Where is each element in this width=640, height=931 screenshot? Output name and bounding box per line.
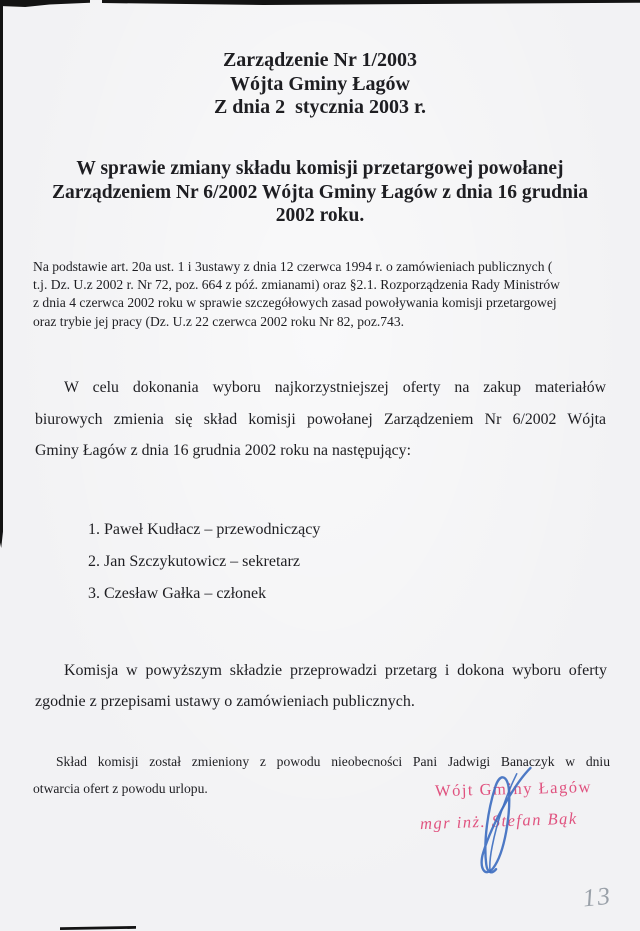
member-item-2: 2. Jan Szczykutowicz – sekretarz [88, 553, 300, 570]
closing-line-1: Komisja w powyższym składzie przeprowadzi przetarg i dokona wyboru oferty [64, 662, 607, 679]
subject-line-3: 2002 roku. [275, 205, 365, 226]
closing-paragraph [35, 655, 607, 717]
closing-line-2: zgodnie z przepisami ustawy o zamówieniach publicznych. [35, 693, 415, 710]
document-title [0, 49, 640, 120]
scan-edge-top-left [0, 0, 90, 7]
legal-line-1: Na podstawie art. 20a ust. 1 i 3ustawy z dnia 12 czerwca 1994 r. o zamówieniach publicznych ( [33, 259, 553, 274]
stamp-title: Wójt Gminy Łagów [434, 777, 593, 801]
body-line-3: Gminy Łagów z dnia 16 grudnia 2002 roku na następujący: [35, 442, 411, 459]
body-line-1: W celu dokonania wyboru najkorzystniejszej oferty na zakup materiałów [64, 379, 606, 396]
pencil-page-number: 13 [581, 882, 614, 913]
subject-line-2: Zarządzeniem Nr 6/2002 Wójta Gminy Łagów z dnia 16 grudnia [51, 181, 589, 203]
body-paragraph [35, 372, 606, 467]
legal-line-2: t.j. Dz. U.z 2002 r. Nr 72, poz. 664 z póź. zmianami) oraz §2.1. Rozporządzenia Rady Ministrów [33, 277, 560, 293]
note-line-1: Skład komisji został zmieniony z powodu nieobecności Pani Jadwigi Banaczyk w dniu [56, 754, 610, 769]
scan-edge-bottom [60, 926, 136, 930]
note-line-2: otwarcia ofert z powodu urlopu. [33, 781, 208, 796]
legal-line-3: z dnia 4 czerwca 2002 roku w sprawie szczegółowych zasad powoływania komisji przetargowej [33, 295, 557, 311]
title-line-3: Z dnia 2 stycznia 2003 r. [213, 96, 427, 118]
legal-line-4: oraz trybie jej pracy (Dz. U.z 22 czerwca 2002 roku Nr 82, poz.743. [33, 313, 405, 329]
title-line-1: Zarządzenie Nr 1/2003 [222, 49, 418, 71]
committee-member-list [88, 514, 320, 610]
member-item-1: 1. Paweł Kudłacz – przewodniczący [88, 521, 321, 538]
title-line-2: Wójta Gminy Łagów [230, 72, 410, 95]
subject-heading [40, 157, 600, 228]
subject-line-1: W sprawie zmiany składu komisji przetargowej powołanej [76, 158, 564, 179]
scan-edge-top-right [102, 0, 640, 5]
body-line-2: biurowych zmienia się skład komisji powołanej Zarządzeniem Nr 6/2002 Wójta [35, 410, 606, 428]
handwritten-signature [445, 762, 555, 880]
legal-basis-paragraph [33, 258, 613, 331]
member-item-3: 3. Czesław Gałka – członek [88, 585, 267, 602]
stamp-signer-name: mgr inż. Stefan Bąk [419, 808, 579, 834]
